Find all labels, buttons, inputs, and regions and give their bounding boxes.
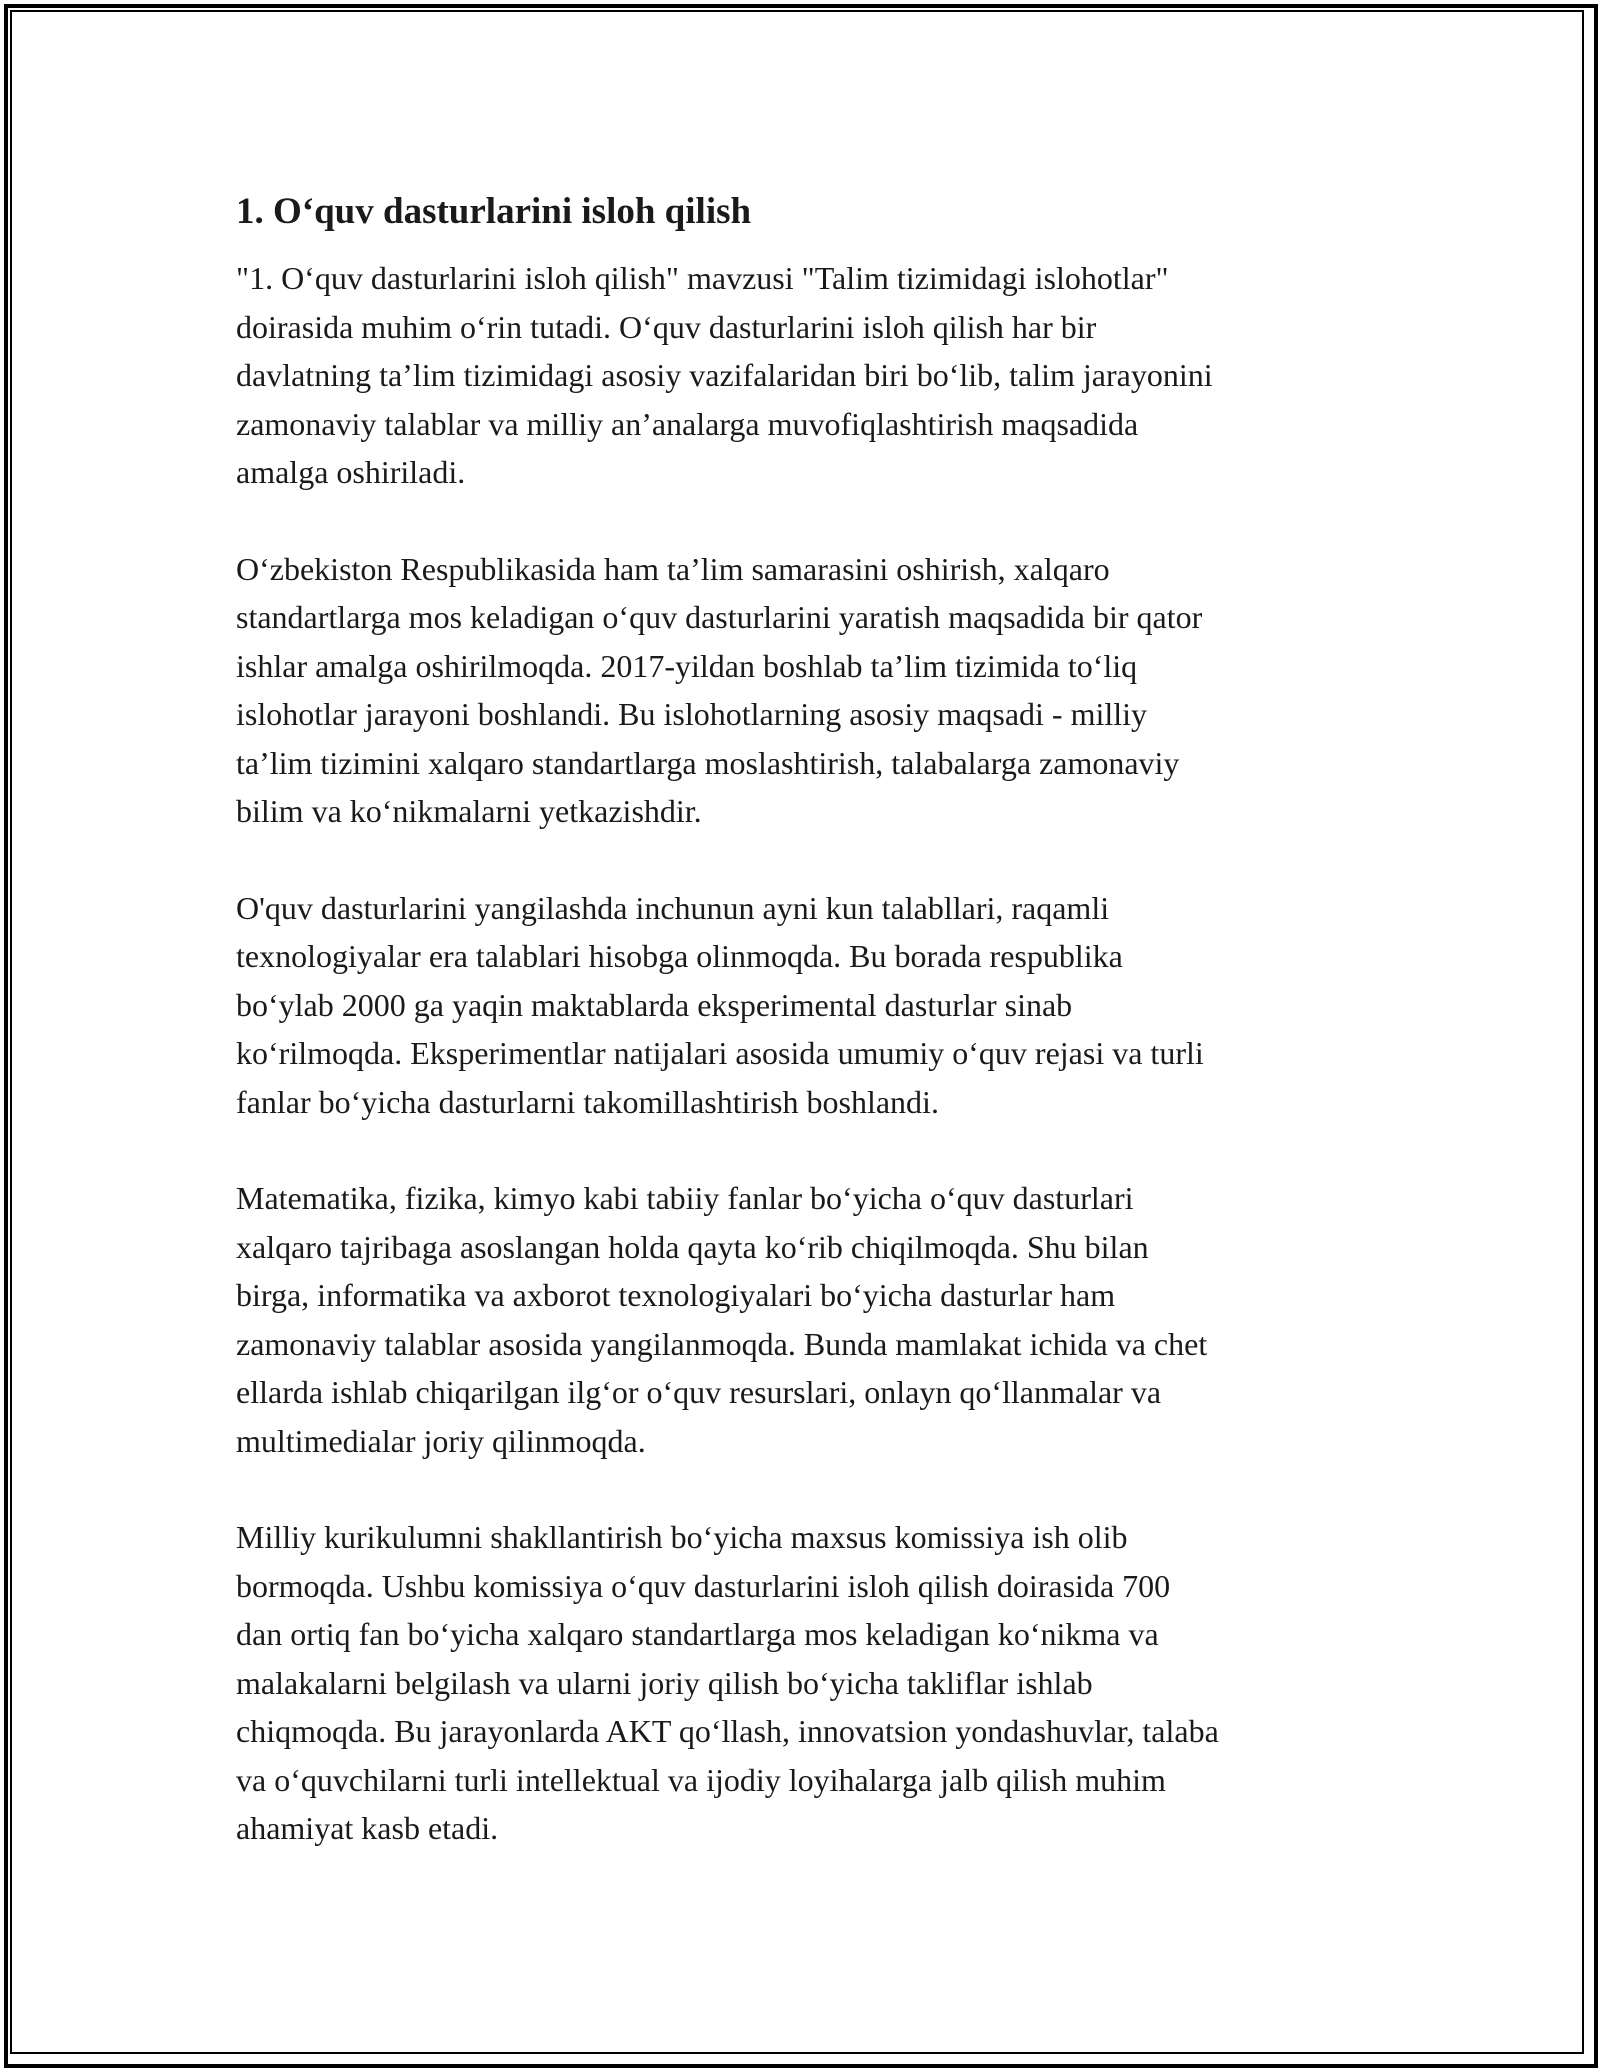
document-body — [236, 186, 1386, 1901]
paragraph-1: "1. O‘quv dasturlarini isloh qilish" mavzusi "Talim tizimidagi islohotlar" doirasida muhim o‘rin tutadi. O‘quv dasturlarini isloh qilish har bir davlatning ta’lim tizimidagi asosiy vazifalaridan biri bo‘lib, talim jarayonini zamonaviy talablar va milliy an’analarga muvofiqlashtirish maqsadida amalga oshiriladi. — [236, 260, 1213, 490]
paragraph-5: Milliy kurikulumni shakllantirish bo‘yicha maxsus komissiya ish olib bormoqda. Ushbu komissiya o‘quv dasturlarini isloh qilish doirasida 700 dan ortiq fan bo‘yicha xalqaro standartlarga mos keladigan ko‘nikma va malakalarni belgilash va ularni joriy qilish bo‘yicha takliflar ishlab chiqmoqda. Bu jarayonlarda AKT qo‘llash, innovatsion yondashuvlar, talaba va o‘quvchilarni turli intellektual va ijodiy loyihalarga jalb qilish muhim ahamiyat kasb etadi. — [236, 1519, 1219, 1846]
paragraph-4: Matematika, fizika, kimyo kabi tabiiy fanlar bo‘yicha o‘quv dasturlari xalqaro tajribaga asoslangan holda qayta ko‘rib chiqilmoqda. Shu bilan birga, informatika va axborot texnologiyalari bo‘yicha dasturlar ham zamonaviy talablar asosida yangilanmoqda. Bunda mamlakat ichida va chet ellarda ishlab chiqarilgan ilg‘or o‘quv resurslari, onlayn qo‘llanmalar va multimedialar joriy qilinmoqda. — [236, 1180, 1208, 1459]
paragraph-2: O‘zbekiston Respublikasida ham ta’lim samarasini oshirish, xalqaro standartlarga mos keladigan o‘quv dasturlarini yaratish maqsadida bir qator ishlar amalga oshirilmoqda. 2017-yildan boshlab ta’lim tizimida to‘liq islohotlar jarayoni boshlandi. Bu islohotlarning asosiy maqsadi - milliy ta’lim tizimini xalqaro standartlarga moslashtirish, talabalarga zamonaviy bilim va ko‘nikmalarni yetkazishdir. — [236, 550, 1203, 829]
paragraph-3: O'quv dasturlarini yangilashda inchunun ayni kun talabllari, raqamli texnologiyalar era talablari hisobga olinmoqda. Bu borada respublika bo‘ylab 2000 ga yaqin maktablarda eksperimental dasturlar sinab ko‘rilmoqda. Eksperimentlar natijalari asosida umumiy o‘quv rejasi va turli fanlar bo‘yicha dasturlarni takomillashtirish boshlandi. — [236, 889, 1204, 1120]
document-title: 1. O‘quv dasturlarini isloh qilish — [236, 191, 752, 232]
